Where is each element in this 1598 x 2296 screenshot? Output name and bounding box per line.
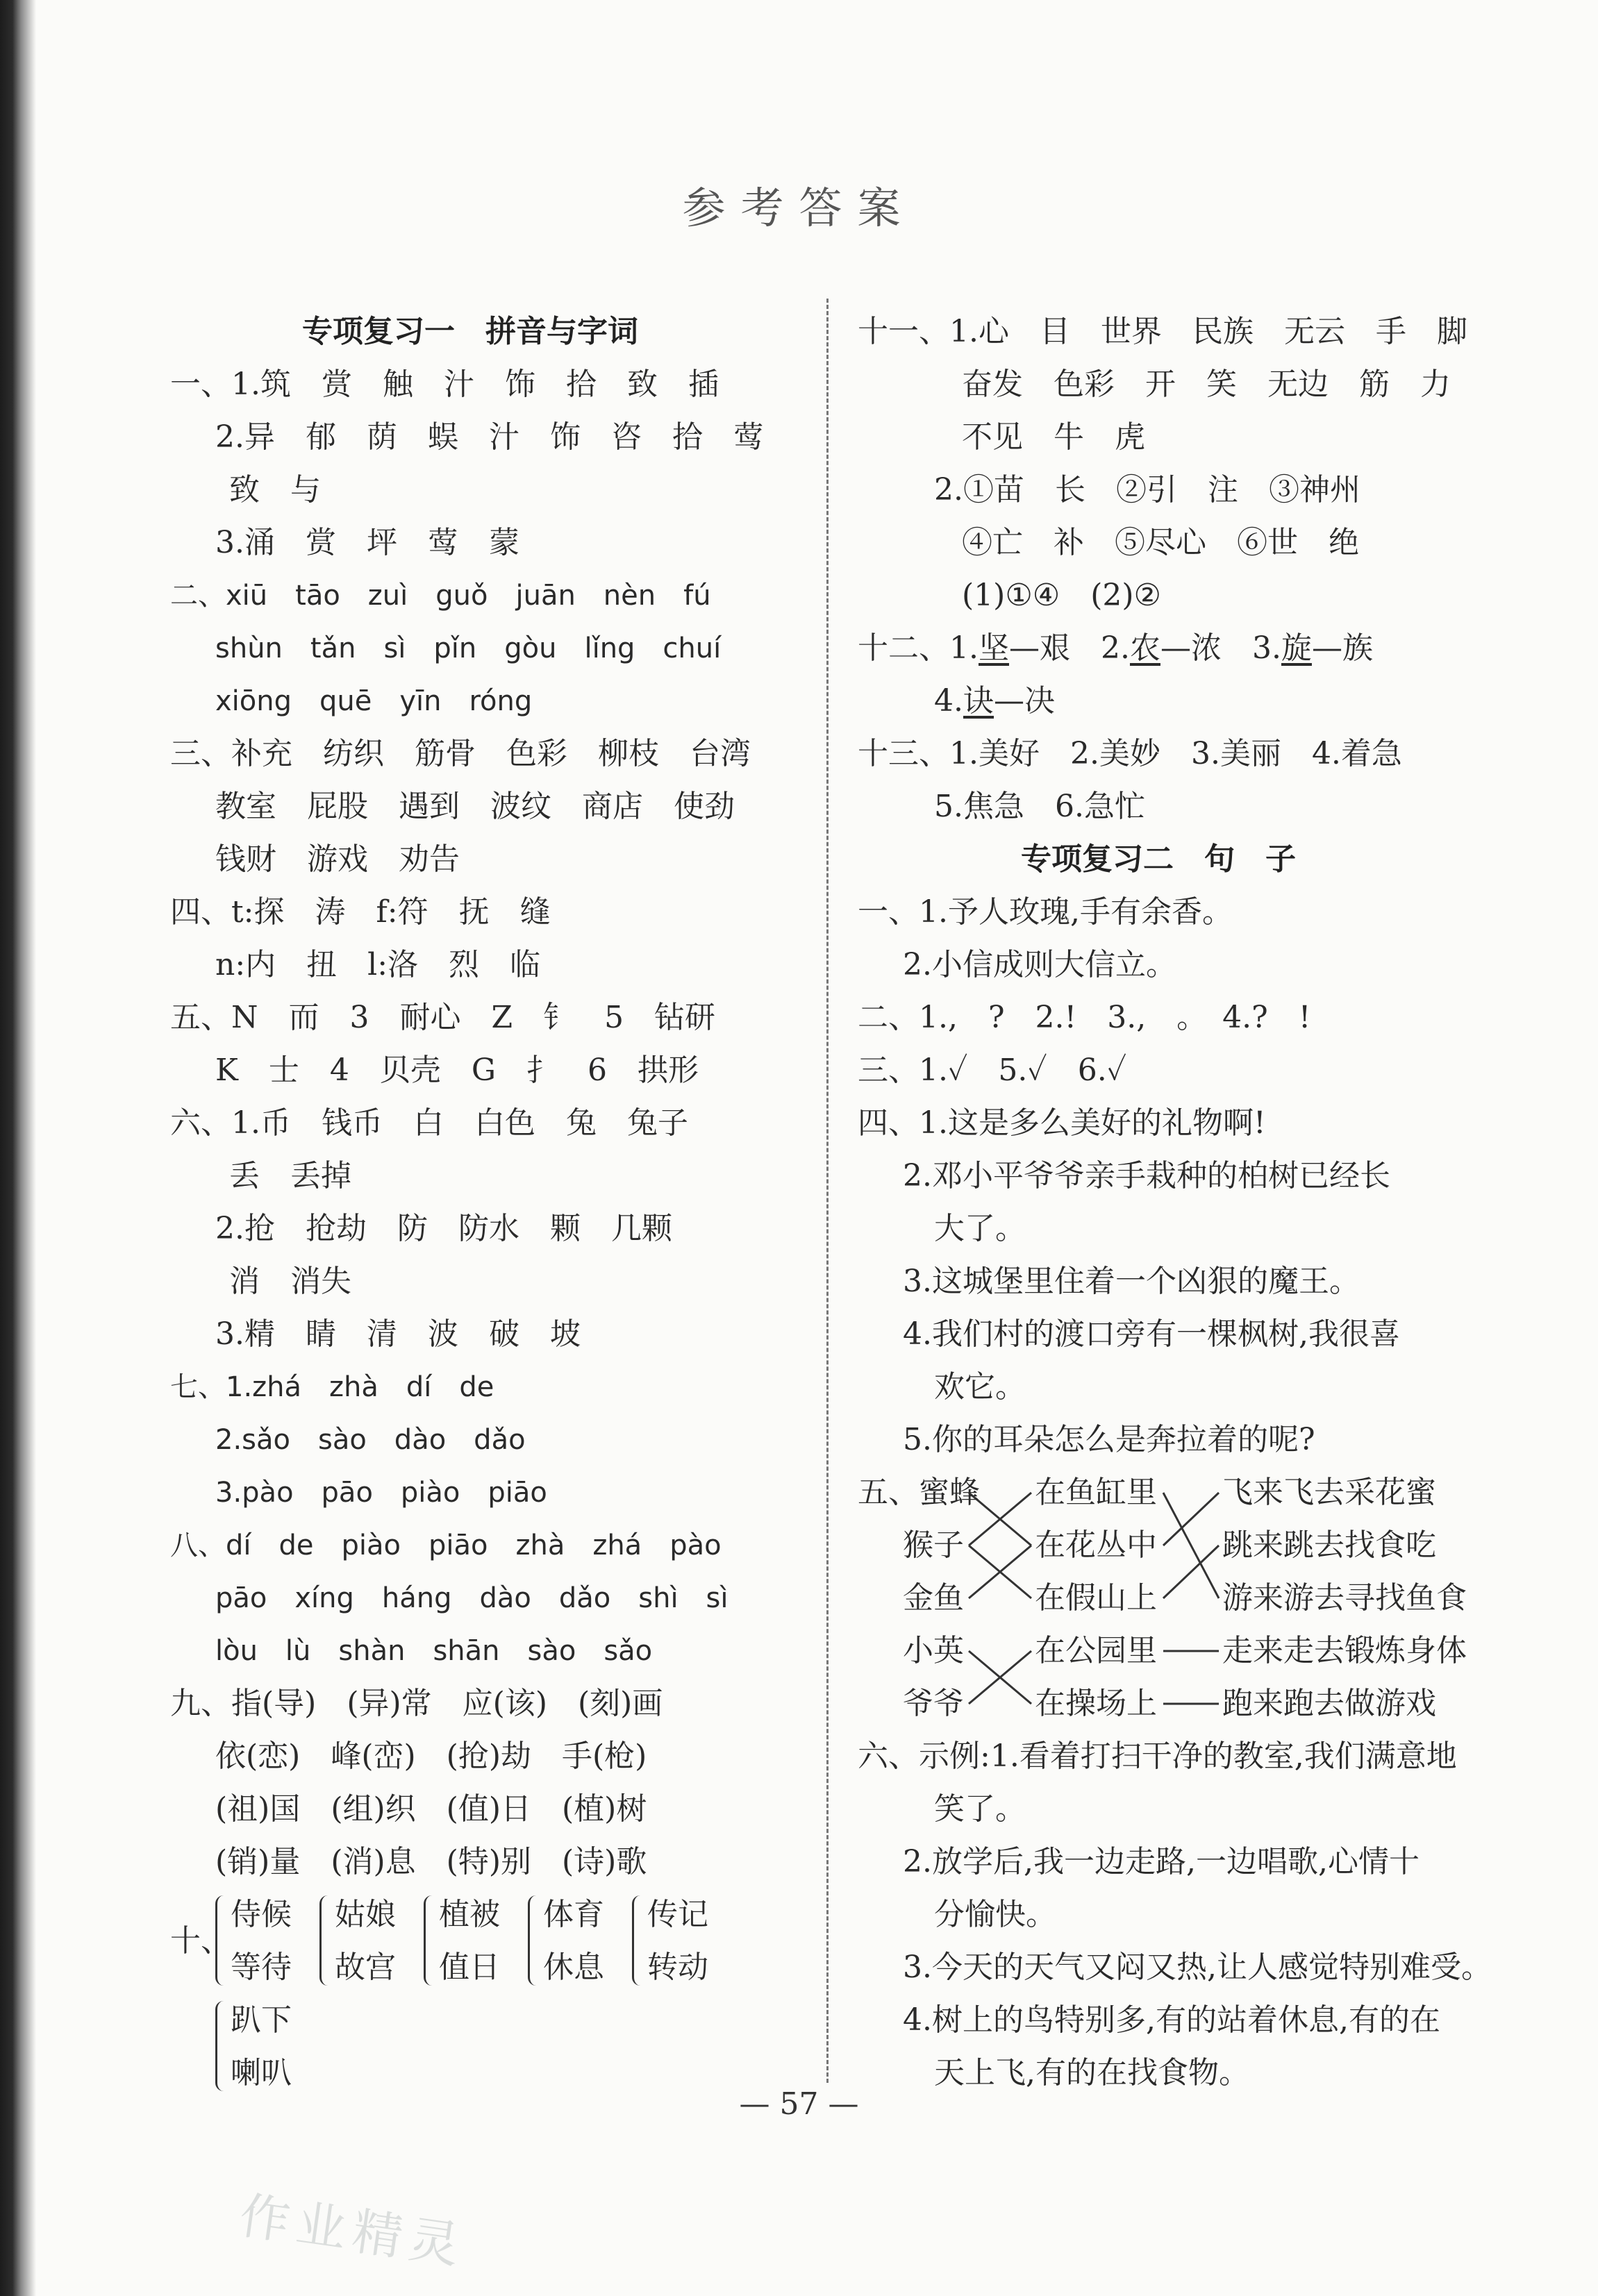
answer-line: 五、N 而 3 耐心 Z 钅 5 钻研 bbox=[170, 1000, 716, 1035]
match-item: 飞来飞去采花蜜 bbox=[1222, 1475, 1436, 1510]
answer-line: 致 与 bbox=[229, 472, 321, 508]
answer-line: 四、1.这是多么美好的礼物啊! bbox=[858, 1105, 1266, 1141]
matching-exercise bbox=[858, 1466, 1483, 1730]
answer-line: 十三、1.美好 2.美妙 3.美丽 4.着急 bbox=[858, 736, 1402, 771]
section-title-2: 专项复习二 句 子 bbox=[1021, 841, 1296, 877]
match-item: 在操场上 bbox=[1035, 1686, 1157, 1721]
answer-line: 4.树上的鸟特别多,有的站着休息,有的在 bbox=[903, 2002, 1440, 2038]
text-segment: —艰 2. bbox=[1008, 630, 1130, 666]
answer-line: 3.今天的天气又闷又热,让人感觉特别难受。 bbox=[903, 1950, 1492, 1985]
answer-line: 分愉快。 bbox=[934, 1897, 1056, 1932]
answer-line: 2.①苗 长 ②引 注 ③神州 bbox=[934, 472, 1360, 508]
answer-line: 六、1.币 钱币 白 白色 兔 兔子 bbox=[170, 1105, 688, 1141]
match-item: 爷爷 bbox=[903, 1686, 964, 1721]
brace-group bbox=[215, 1994, 292, 2100]
answer-line: 5.焦急 6.急忙 bbox=[934, 789, 1145, 824]
text-segment: —浓 3. bbox=[1160, 630, 1281, 666]
pinyin-line: xiōng quē yīn róng bbox=[215, 685, 533, 717]
answer-line: 二、1., ? 2.! 3., 。 4.? ! bbox=[858, 1000, 1311, 1035]
answer-line: 消 消失 bbox=[229, 1264, 351, 1299]
answer-line: 不见 牛 虎 bbox=[962, 419, 1145, 455]
answer-line: 5.你的耳朵怎么是奔拉着的呢? bbox=[903, 1422, 1315, 1457]
match-item: 跑来跑去做游戏 bbox=[1222, 1686, 1436, 1721]
answer-line: 丢 丢掉 bbox=[229, 1158, 351, 1193]
match-middle-column bbox=[1035, 1466, 1157, 1730]
answer-line: 一、1.筑 赏 触 汁 饰 拾 致 插 bbox=[170, 367, 719, 402]
pinyin-line: lòu lù shàn shān sào sǎo bbox=[215, 1635, 653, 1667]
match-item: 游来游去寻找鱼食 bbox=[1222, 1580, 1467, 1616]
answer-line: 2.放学后,我一边走路,一边唱歌,心情十 bbox=[903, 1844, 1420, 1879]
underlined-char: 坚 bbox=[978, 630, 1009, 666]
page-number: — 57 — bbox=[739, 2086, 859, 2122]
scan-edge-shadow bbox=[0, 0, 42, 2296]
match-item: 金鱼 bbox=[903, 1580, 964, 1616]
brace-word: 植被 bbox=[439, 1897, 500, 1932]
answer-line: 十一、1.心 目 世界 民族 无云 手 脚 bbox=[858, 314, 1467, 349]
brace-group bbox=[215, 1888, 292, 1994]
pinyin-line: 七、1.zhá zhà dí de bbox=[170, 1371, 494, 1403]
answer-line: 三、补充 纺织 筋骨 色彩 柳枝 台湾 bbox=[170, 736, 751, 771]
right-column bbox=[858, 305, 1492, 2100]
brace-word: 传记 bbox=[647, 1897, 708, 1932]
brace-group bbox=[632, 1888, 708, 1994]
answer-line: 笑了。 bbox=[934, 1791, 1026, 1827]
answer-line: 4.我们村的渡口旁有一棵枫树,我很喜 bbox=[903, 1316, 1400, 1352]
answer-line: 3.精 睛 清 波 破 坡 bbox=[215, 1316, 581, 1352]
answer-line: 一、1.予人玫瑰,手有余香。 bbox=[858, 894, 1233, 930]
answer-line: 大了。 bbox=[934, 1211, 1026, 1246]
brace-word: 喇叭 bbox=[231, 2055, 292, 2090]
pinyin-line: pāo xíng háng dào dǎo shì sì bbox=[215, 1582, 729, 1614]
answer-line: 3.涌 赏 坪 莺 蒙 bbox=[215, 525, 519, 560]
pinyin-line: 3.pào pāo piào piāo bbox=[215, 1477, 547, 1509]
answer-line: 四、t:探 涛 f:符 抚 缝 bbox=[170, 894, 551, 930]
answer-line: 2.异 郁 荫 蜈 汁 饰 咨 拾 莺 bbox=[215, 419, 764, 455]
underlined-char: 诀 bbox=[963, 683, 994, 719]
text-segment: 4. bbox=[934, 683, 963, 719]
answer-line: 九、指(导) (异)常 应(该) (刻)画 bbox=[170, 1686, 663, 1721]
brace-group bbox=[528, 1888, 604, 1994]
left-column bbox=[170, 305, 816, 2100]
watermark: 作业精灵 bbox=[235, 2186, 470, 2276]
brace-word: 侍候 bbox=[231, 1897, 292, 1932]
match-item: 在花丛中 bbox=[1035, 1527, 1157, 1563]
page-title: 参考答案 bbox=[682, 183, 916, 233]
text-segment: —族 bbox=[1311, 630, 1373, 666]
text-segment: 十二、1. bbox=[858, 630, 979, 666]
brace-word: 趴下 bbox=[231, 2002, 292, 2038]
answer-line: 三、1.✓ 5.✓ 6.✓ bbox=[858, 1053, 1127, 1088]
underlined-char: 农 bbox=[1129, 630, 1160, 666]
question-five-label: 五、 bbox=[858, 1475, 919, 1510]
brace-word: 值日 bbox=[439, 1950, 500, 1985]
match-line bbox=[1163, 1493, 1219, 1545]
match-line bbox=[1163, 1545, 1219, 1598]
match-item: 猴子 bbox=[903, 1527, 964, 1563]
answer-line: 钱财 游戏 劝告 bbox=[215, 841, 460, 877]
brace-word: 体育 bbox=[543, 1897, 604, 1932]
answer-line: (销)量 (消)息 (特)别 (诗)歌 bbox=[215, 1844, 647, 1879]
match-item: 在假山上 bbox=[1035, 1580, 1157, 1616]
match-item: 走来走去锻炼身体 bbox=[1222, 1633, 1467, 1668]
match-line bbox=[1163, 1493, 1219, 1598]
brace-group bbox=[424, 1888, 500, 1994]
pinyin-line: 八、dí de piào piāo zhà zhá pào bbox=[170, 1530, 722, 1561]
page-number-value: 57 bbox=[779, 2086, 819, 2122]
answer-line: n:内 扭 l:洛 烈 临 bbox=[215, 947, 541, 982]
answer-line: 六、示例:1.看着打扫干净的教室,我们满意地 bbox=[858, 1738, 1457, 1774]
brace-group bbox=[319, 1888, 396, 1994]
brace-word: 等待 bbox=[231, 1950, 292, 1985]
answer-line: 天上飞,有的在找食物。 bbox=[934, 2055, 1249, 2090]
brace-word: 休息 bbox=[543, 1950, 604, 1985]
section-title-1: 专项复习一 拼音与字词 bbox=[302, 314, 638, 349]
match-item: 蜜蜂 bbox=[919, 1475, 980, 1510]
answer-line bbox=[858, 622, 1483, 675]
text-segment: —决 bbox=[993, 683, 1055, 719]
answer-line: (1)①④ (2)② bbox=[962, 578, 1161, 613]
answer-line: 奋发 色彩 开 笑 无边 筋 力 bbox=[962, 367, 1451, 402]
match-item: 小英 bbox=[903, 1633, 964, 1668]
answer-line: (祖)国 (组)织 (值)日 (植)树 bbox=[215, 1791, 647, 1827]
match-right-column bbox=[1222, 1466, 1467, 1730]
answer-line: 2.邓小平爷爷亲手栽种的柏树已经长 bbox=[903, 1158, 1390, 1193]
match-item: 在鱼缸里 bbox=[1035, 1475, 1157, 1510]
pinyin-line: 二、xiū tāo zuì guǒ juān nèn fú bbox=[170, 580, 711, 612]
brace-word: 姑娘 bbox=[335, 1897, 396, 1932]
answer-line bbox=[858, 675, 1483, 728]
brace-word: 故宫 bbox=[335, 1950, 396, 1985]
brace-word: 转动 bbox=[647, 1950, 708, 1985]
answer-line: 2.小信成则大信立。 bbox=[903, 947, 1176, 982]
answer-line: 依(恋) 峰(峦) (抢)劫 手(枪) bbox=[215, 1738, 647, 1774]
column-divider bbox=[826, 299, 829, 2083]
answer-line: 2.抢 抢劫 防 防水 颗 几颗 bbox=[215, 1211, 672, 1246]
answer-line: 教室 屁股 遇到 波纹 商店 使劲 bbox=[215, 789, 735, 824]
underlined-char: 旋 bbox=[1281, 630, 1312, 666]
match-left-column bbox=[858, 1466, 980, 1730]
match-item: 在公园里 bbox=[1035, 1633, 1157, 1668]
answer-line: ④亡 补 ⑤尽心 ⑥世 绝 bbox=[962, 525, 1359, 560]
question-ten-label: 十、 bbox=[170, 1923, 231, 1959]
question-ten bbox=[170, 1888, 816, 1994]
answer-line: 欢它。 bbox=[934, 1369, 1026, 1405]
pinyin-line: shùn tǎn sì pǐn gòu lǐng chuí bbox=[215, 632, 722, 664]
answer-line: 3.这城堡里住着一个凶狠的魔王。 bbox=[903, 1264, 1360, 1299]
pinyin-line: 2.sǎo sào dào dǎo bbox=[215, 1424, 526, 1456]
answer-line: K 士 4 贝壳 G 扌 6 拱形 bbox=[215, 1053, 699, 1088]
question-ten-extra bbox=[170, 1994, 816, 2100]
match-item: 跳来跳去找食吃 bbox=[1222, 1527, 1436, 1563]
